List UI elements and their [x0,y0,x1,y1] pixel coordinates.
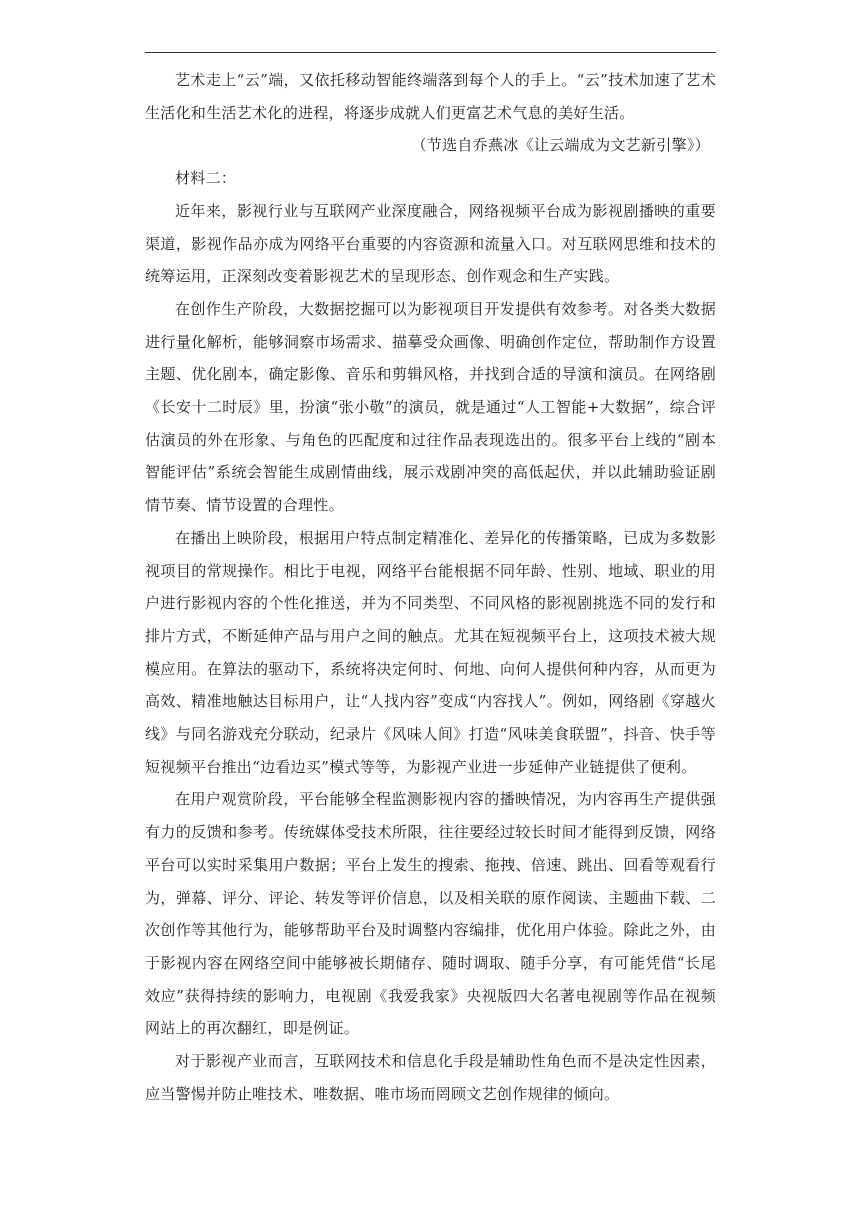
source-citation: （节选自乔燕冰《让云端成为文艺新引擎》） [411,136,710,155]
header-rule [145,52,716,53]
document-body [145,64,716,1111]
material-two-heading: 材料二： [175,169,237,188]
paragraph-cloud-art: 艺术走上“云”端，又依托移动智能终端落到每个人的手上。“云”技术加速了艺术生活化和生活艺术化的进程，将逐步成就人们更富艺术气息的美好生活。 [145,71,716,122]
paragraph-conclusion: 对于影视产业而言，互联网技术和信息化手段是辅助性角色而不是决定性因素，应当警惕并防止唯技术、唯数据、唯市场而罔顾文艺创作规律的倾向。 [145,1052,716,1103]
paragraph-intro: 近年来，影视行业与互联网产业深度融合，网络视频平台成为影视剧播映的重要渠道，影视作品亦成为网络平台重要的内容资源和流量入口。对互联网思维和技术的统筹运用，正深刻改变着影视艺术的呈现形态、创作观念和生产实践。 [145,201,716,286]
paragraph-viewing: 在用户观赏阶段，平台能够全程监测影视内容的播映情况，为内容再生产提供强有力的反馈和参考。传统媒体受技术所限，往往要经过较长时间才能得到反馈，网络平台可以实时采集用户数据；平台上发生的搜索、拖拽、倍速、跳出、回看等观看行为，弹幕、评分、评论、转发等评价信息，以及相关联的原作阅读、主题曲下载、二次创作等其他行为，能够帮助平台及时调整内容编排，优化用户体验。除此之外，由于影视内容在网络空间中能够被长期储存、随时调取、随手分享，有可能凭借“长尾效应”获得持续的影响力，电视剧《我爱我家》央视版四大名著电视剧等作品在视频网站上的再次翻红，即是例证。 [145,790,716,1038]
paragraph-production: 在创作生产阶段，大数据挖掘可以为影视项目开发提供有效参考。对各类大数据进行量化解析，能够洞察市场需求、描摹受众画像、明确创作定位，帮助制作方设置主题、优化剧本，确定影像、音乐和剪辑风格，并找到合适的导演和演员。在网络剧《长安十二时辰》里，扮演“张小敬”的演员，就是通过“人工智能+大数据”，综合评估演员的外在形象、与角色的匹配度和过往作品表现选出的。很多平台上线的“剧本智能评估”系统会智能生成剧情曲线，展示戏剧冲突的高低起伏，并以此辅助验证剧情节奏、情节设置的合理性。 [145,299,716,515]
paragraph-distribution: 在播出上映阶段，根据用户特点制定精准化、差异化的传播策略，已成为多数影视项目的常规操作。相比于电视，网络平台能根据不同年龄、性别、地域、职业的用户进行影视内容的个性化推送，并为不同类型、不同风格的影视剧挑选不同的发行和排片方式，不断延伸产品与用户之间的触点。尤其在短视频平台上，这项技术被大规模应用。在算法的驱动下，系统将决定何时、何地、向何人提供何种内容，从而更为高效、精准地触达目标用户，让“人找内容”变成“内容找人”。例如，网络剧《穿越火线》与同名游戏充分联动，纪录片《风味人间》打造“风味美食联盟”，抖音、快手等短视频平台推出“边看边买”模式等等，为影视产业进一步延伸产业链提供了便利。 [145,528,716,776]
